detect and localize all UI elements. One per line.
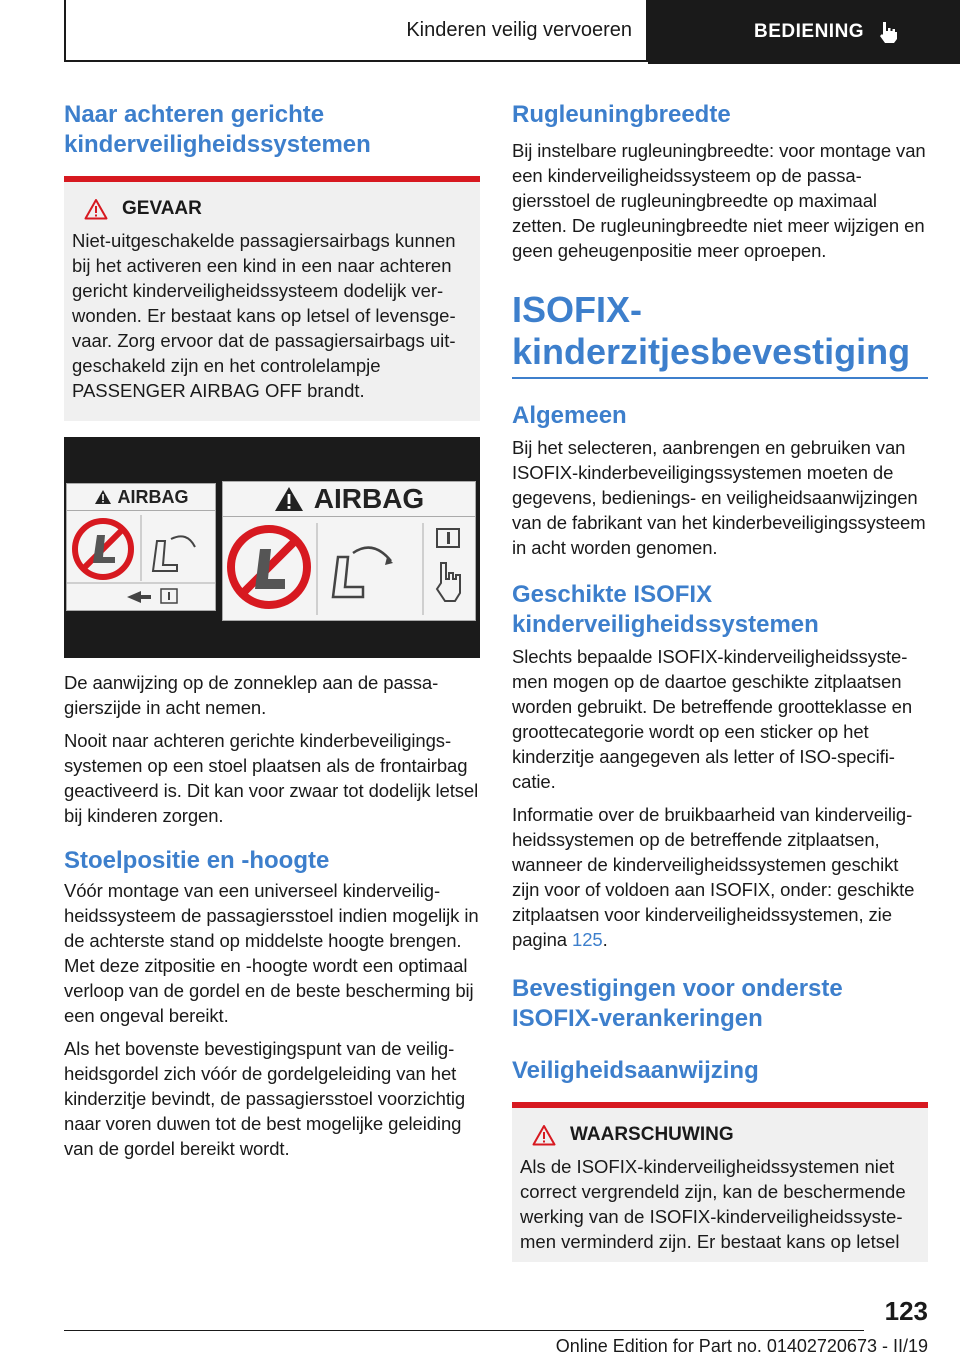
warning-triangle-icon bbox=[84, 198, 108, 220]
no-rear-facing-seat-icon bbox=[67, 511, 215, 609]
page-reference-link[interactable]: 125 bbox=[572, 929, 603, 950]
paragraph: Vóór montage van een universeel kinderveiligheidssysteem de passagiersstoel indien mogelijk in de achterste stand op middelste hoogte brengen. Met deze zitpositie en -hoogte wordt een optimaal verloop van de gordel en de beste bescherming bij een ongeval bereikt. bbox=[64, 880, 479, 1026]
section-heading: Rugleuningbreedte bbox=[512, 101, 731, 128]
section-heading: Algemeen bbox=[512, 402, 627, 429]
left-column bbox=[64, 100, 480, 1161]
section-heading: Geschikte ISOFIX kinderveiligheidssystemen bbox=[512, 581, 819, 638]
page-number: 123 bbox=[884, 1296, 928, 1326]
danger-header bbox=[72, 198, 470, 220]
airbag-label-photo bbox=[64, 437, 480, 658]
right-column bbox=[512, 100, 928, 1262]
warning-text: Als de ISOFIX-kinderveiligheidssystemen niet correct vergrendeld zijn, kan de beschermende werking van de ISOFIX-kinderveiligheidssystemen verminderd zijn. Er bestaat kans op letsel bbox=[520, 1156, 906, 1252]
paragraph-with-link: Informatie over de bruikbaarheid van kinderveiligheidssystemen op de betreffende zitplaatsen, wanneer de kinderveiligheidssystemen geschikt zijn voor of voldoen aan ISOFIX, onder: geschikte zitplaatsen voor kinderveiligheidssystemen, zie pagina 125. bbox=[512, 804, 915, 950]
danger-box bbox=[64, 176, 480, 421]
chapter-heading: ISOFIX- kinderzitjesbevestiging bbox=[512, 289, 911, 372]
paragraph: De aanwijzing op de zonneklep aan de passagierszijde in acht nemen. bbox=[64, 672, 439, 718]
paragraph: Slechts bepaalde ISOFIX-kinderveiligheidssystemen mogen op de daartoe geschikte zitplaatsen worden gebruikt. De betreffende grootteklasse en groottecategorie wordt op een sticker op het kinderzitje aangegeven als letter of ISO-specificatie. bbox=[512, 646, 913, 792]
paragraph: Als het bovenste bevestigingspunt van de veiligheidsgordel zich vóór de gordelgeleiding van het kinderzitje bevindt, de passagiersstoel voorzichtig naar voren duwen tot de best mogelijke geleiding van de gordel bereikt wordt. bbox=[64, 1038, 466, 1159]
hand-pointer-icon bbox=[878, 20, 900, 44]
paragraph: Bij instelbare rugleuningbreedte: voor montage van een kinderveiligheidssysteem op de passagiersstoel de rugleuningbreedte op maximaal zetten. De rugleuningbreedte niet meer wijzigen en geen geheugenpositie meer oproepen. bbox=[512, 140, 926, 261]
airbag-label-large bbox=[222, 481, 476, 621]
section-title: Kinderen veilig vervoeren bbox=[64, 0, 648, 62]
chapter-tab bbox=[648, 0, 960, 64]
airbag-label-small-title: AIRBAG bbox=[67, 484, 215, 511]
subsection-heading: Veiligheidsaanwijzing bbox=[512, 1057, 759, 1084]
airbag-label-small bbox=[66, 483, 216, 611]
warning-triangle-icon bbox=[532, 1124, 556, 1146]
warning-box bbox=[512, 1102, 928, 1262]
section-heading: Naar achteren gerichte kinderveiligheidssystemen bbox=[64, 101, 371, 158]
chapter-title: BEDIENING bbox=[754, 21, 865, 42]
warning-triangle-icon bbox=[94, 489, 112, 505]
airbag-label-large-title: AIRBAG bbox=[223, 482, 475, 517]
section-heading: Stoelpositie en -hoogte bbox=[64, 847, 330, 874]
footer-divider bbox=[64, 1330, 864, 1331]
danger-text: Niet-uitgeschakelde passagiersairbags kunnen bij het activeren een kind in een naar achteren gericht kinderveiligheidssysteem dodelijk verwonden. Er bestaat kans op letsel of levensgevaar. Zorg ervoor dat de passagiersairbags uitgeschakeld zijn en het controlelampje PASSENGER AIRBAG OFF brandt. bbox=[72, 230, 456, 401]
section-heading: Bevestigingen voor onderste ISOFIX-verankeringen bbox=[512, 975, 843, 1032]
airbag-warning-pictograms bbox=[223, 517, 475, 619]
paragraph: Nooit naar achteren gerichte kinderbeveiligingssystemen op een stoel plaatsen als de frontairbag geactiveerd is. Dit kan voor zwaar tot dodelijk letsel bij kinderen zorgen. bbox=[64, 730, 479, 826]
paragraph: Bij het selecteren, aanbrengen en gebruiken van ISOFIX-kinderbeveiligingssystemen moeten de gegevens, bedienings- en veiligheidsaanwijzingen van de fabrikant van het kinderbeveiligingssysteem in acht worden genomen. bbox=[512, 437, 926, 558]
warning-header bbox=[520, 1124, 918, 1146]
warning-triangle-icon bbox=[274, 486, 304, 512]
warning-title: WAARSCHUWING bbox=[570, 1124, 734, 1145]
page-header bbox=[64, 0, 960, 64]
danger-title: GEVAAR bbox=[122, 198, 202, 219]
edition-note: Online Edition for Part no. 01402720673 - II/19 bbox=[555, 1336, 928, 1356]
heading-rule bbox=[512, 377, 928, 379]
